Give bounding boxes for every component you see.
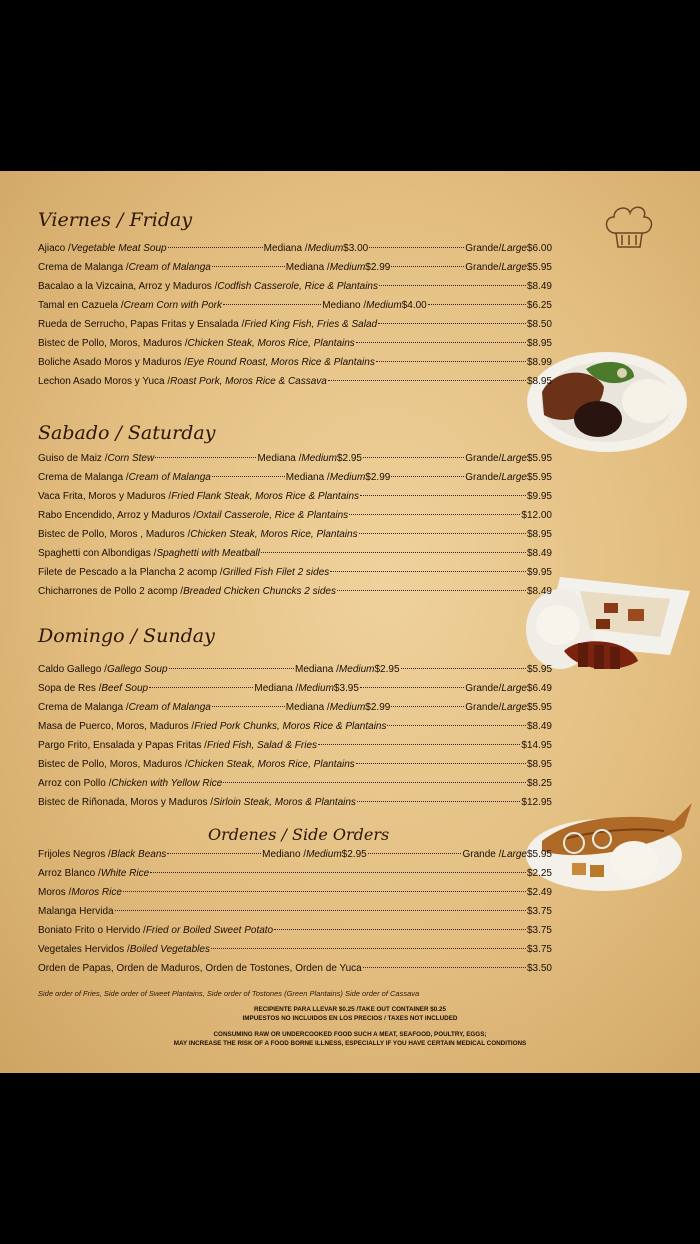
item-price: $5.95 — [526, 664, 553, 675]
item-name-english: Grilled Fish Filet 2 sides — [222, 567, 330, 578]
dot-leader — [360, 495, 526, 496]
dot-leader — [211, 948, 526, 949]
size-large-english: Large — [501, 262, 527, 273]
item-price: $8.25 — [526, 778, 552, 789]
item-price: $8.95 — [526, 376, 552, 387]
dot-leader — [401, 668, 526, 669]
dot-leader — [212, 476, 285, 477]
size-large-label: Grande/ — [465, 683, 502, 694]
item-name: Rueda de Serrucho, Papas Fritas y Ensalada / — [38, 319, 245, 330]
item-name: Caldo Gallego / — [38, 664, 107, 675]
dot-leader — [318, 744, 520, 745]
size-medium-english: Medium — [298, 683, 334, 694]
size-medium-english: Medium — [366, 300, 402, 311]
dot-leader — [328, 380, 526, 381]
size-medium-english: Medium — [329, 262, 366, 273]
dot-leader — [123, 891, 526, 892]
item-price: $8.95 — [526, 338, 552, 349]
item-name: Filete de Pescado a la Plancha 2 acomp / — [38, 567, 223, 578]
menu-item — [38, 586, 552, 604]
dot-leader — [356, 763, 526, 764]
item-name: Lechon Asado Moros y Yuca / — [38, 376, 171, 387]
item-price: $8.99 — [526, 357, 552, 368]
size-medium-label: Mediana / — [285, 472, 330, 483]
menu-item — [38, 567, 552, 585]
item-name: Malanga Hervida — [38, 906, 114, 917]
item-name-english: Fried Pork Chunks, Moros Rice & Plantains — [194, 721, 387, 732]
size-large-label: Grande/ — [465, 453, 502, 464]
dot-leader — [274, 929, 526, 930]
item-name-english: Fried King Fish, Fries & Salad — [244, 319, 378, 330]
item-name: Sopa de Res / — [38, 683, 102, 694]
item-name-english: Fried or Boiled Sweet Potato — [145, 925, 274, 936]
menu-item — [38, 887, 552, 905]
menu-item — [38, 510, 552, 528]
item-name-english: White Rice — [100, 868, 150, 879]
chef-hat-icon — [598, 201, 658, 251]
menu-item — [38, 778, 552, 796]
dot-leader — [363, 457, 464, 458]
item-name-english: Cream of Malanga — [128, 262, 211, 273]
section-title-friday: Viernes / Friday — [38, 209, 193, 231]
item-price: $2.25 — [526, 868, 552, 879]
menu-item — [38, 281, 552, 299]
dot-leader — [155, 457, 256, 458]
dot-leader — [212, 706, 285, 707]
dot-leader — [223, 782, 526, 783]
item-name-english: Moros Rice — [71, 887, 122, 898]
price-medium: $2.99 — [365, 472, 391, 483]
item-name-english: Corn Stew — [107, 453, 155, 464]
size-medium-label: Mediana / — [285, 262, 330, 273]
size-large-english: Large — [501, 849, 527, 860]
dot-leader — [378, 323, 526, 324]
menu-item — [38, 338, 552, 356]
item-price: $3.75 — [526, 906, 552, 917]
side-orders-footnote: Side order of Fries, Side order of Sweet Plantains, Side order of Tostones (Green Plantains) Side order of Cassava — [38, 989, 420, 998]
menu-item — [38, 797, 552, 815]
item-name-english: Chicken Steak, Moros Rice, Plantains — [187, 759, 355, 770]
item-name: Bistec de Pollo, Moros, Maduros / — [38, 759, 188, 770]
size-medium-label: Mediana / — [254, 683, 299, 694]
size-large-label: Grande/ — [465, 702, 502, 713]
size-medium-label: Mediana / — [285, 702, 330, 713]
menu-item — [38, 529, 552, 547]
dot-leader — [212, 266, 285, 267]
notice-illness: MAY INCREASE THE RISK OF A FOOD BORNE ILLNESS, ESPECIALLY IF YOU HAVE CERTAIN MEDICAL CONDITIONS — [173, 1040, 527, 1047]
item-name: Arroz con Pollo / — [38, 778, 112, 789]
dot-leader — [337, 590, 526, 591]
menu-item — [38, 925, 552, 943]
size-large-english: Large — [501, 453, 527, 464]
price-medium: $3.00 — [343, 243, 369, 254]
dot-leader — [169, 668, 294, 669]
price-large: $5.95 — [526, 262, 552, 273]
size-large-english: Large — [501, 683, 527, 694]
size-large-english: Large — [501, 472, 527, 483]
item-price: $3.75 — [526, 925, 552, 936]
price-medium: $2.95 — [336, 453, 362, 464]
item-name: Crema de Malanga / — [38, 702, 129, 713]
section-title-sides: Ordenes / Side Orders — [208, 825, 390, 844]
item-name: Bacalao a la Vizcaina, Arroz y Maduros / — [38, 281, 218, 292]
dot-leader — [368, 853, 462, 854]
menu-item — [38, 262, 552, 280]
menu-page — [0, 171, 700, 1073]
item-name-english: Oxtail Casserole, Rice & Plantains — [195, 510, 349, 521]
item-name-english: Gallego Soup — [106, 664, 168, 675]
item-name-english: Eye Round Roast, Moros Rice & Plantains — [186, 357, 375, 368]
size-medium-label: Mediana / — [295, 664, 339, 675]
item-price: $14.95 — [521, 740, 552, 751]
item-price: $12.95 — [521, 797, 552, 808]
notice-container: RECIPIENTE PARA LLEVAR $0.25 /TAKE OUT CONTAINER $0.25 — [253, 1006, 447, 1013]
item-price: $9.95 — [526, 567, 552, 578]
price-large: $6.00 — [526, 243, 553, 254]
size-medium-label: Mediana / — [257, 453, 302, 464]
item-price: $3.50 — [526, 963, 552, 974]
item-price: $12.00 — [521, 510, 552, 521]
size-large-label: Grande/ — [465, 262, 502, 273]
menu-item — [38, 740, 552, 758]
item-name-english: Chicken with Yellow Rice — [111, 778, 223, 789]
item-name: Chicharrones de Pollo 2 acomp / — [38, 586, 184, 597]
item-name-english: Fried Fish, Salad & Fries — [206, 740, 318, 751]
dot-leader — [356, 342, 526, 343]
dot-leader — [261, 552, 526, 553]
item-name-english: Beef Soup — [101, 683, 149, 694]
item-name: Orden de Papas, Orden de Maduros, Orden de Tostones, Orden de Yuca — [38, 963, 362, 974]
item-name-english: Breaded Chicken Chuncks 2 sides — [183, 586, 336, 597]
price-medium: $4.00 — [401, 300, 427, 311]
item-price: $8.95 — [526, 759, 552, 770]
price-large: $5.95 — [526, 849, 552, 860]
item-price: $2.49 — [526, 887, 552, 898]
dot-leader — [363, 967, 526, 968]
dot-leader — [115, 910, 526, 911]
size-medium-label: Mediano / — [262, 849, 307, 860]
item-price: $8.49 — [526, 281, 552, 292]
price-medium: $2.95 — [374, 664, 400, 675]
item-price: $8.49 — [526, 721, 552, 732]
size-medium-english: Medium — [338, 664, 375, 675]
price-large: $6.49 — [526, 683, 552, 694]
item-name-english: Cream of Malanga — [128, 702, 211, 713]
item-name-english: Chicken Steak, Moros Rice, Plantains — [190, 529, 358, 540]
item-price: $9.95 — [526, 491, 552, 502]
item-name: Tamal en Cazuela / — [38, 300, 124, 311]
price-medium: $2.99 — [365, 702, 391, 713]
dot-leader — [376, 361, 526, 362]
menu-item — [38, 721, 552, 739]
item-price: $8.49 — [526, 548, 552, 559]
menu-item — [38, 243, 552, 261]
item-price: $8.49 — [526, 586, 552, 597]
size-medium-label: Mediano / — [322, 300, 367, 311]
dot-leader — [150, 872, 526, 873]
item-name: Arroz Blanco / — [38, 868, 101, 879]
menu-item — [38, 319, 552, 337]
menu-item — [38, 357, 552, 375]
menu-item — [38, 491, 552, 509]
size-large-english: Large — [501, 243, 527, 254]
section-title-saturday: Sabado / Saturday — [38, 422, 216, 444]
item-name-english: Codfish Casserole, Rice & Plantains — [217, 281, 378, 292]
item-name-english: Black Beans — [110, 849, 167, 860]
size-medium-label: Mediana / — [263, 243, 308, 254]
menu-item — [38, 472, 552, 490]
item-name: Masa de Puerco, Moros, Maduros / — [38, 721, 195, 732]
menu-item — [38, 849, 552, 867]
item-name-english: Cream Corn with Pork — [123, 300, 222, 311]
item-name: Ajiaco / — [38, 243, 71, 254]
dot-leader — [349, 514, 520, 515]
item-name: Rabo Encendido, Arroz y Maduros / — [38, 510, 196, 521]
menu-item — [38, 664, 552, 682]
notice-raw-food: CONSUMING RAW OR UNDERCOOKED FOOD SUCH A MEAT, SEAFOOD, POULTRY, EGGS; — [213, 1031, 487, 1038]
menu-item — [38, 453, 552, 471]
dot-leader — [149, 687, 253, 688]
size-large-english: Large — [501, 702, 527, 713]
size-large-label: Grande/ — [465, 472, 502, 483]
menu-item — [38, 702, 552, 720]
item-price: $8.50 — [526, 319, 552, 330]
notice-taxes: IMPUESTOS NO INCLUIDOS EN LOS PRECIOS / TAXES NOT INCLUDED — [242, 1015, 458, 1022]
menu-item — [38, 963, 552, 981]
item-name: Pargo Frito, Ensalada y Papas Fritas / — [38, 740, 207, 751]
item-name: Crema de Malanga / — [38, 472, 129, 483]
size-medium-english: Medium — [307, 243, 344, 254]
menu-item — [38, 376, 552, 394]
dot-leader — [369, 247, 464, 248]
item-name: Vaca Frita, Moros y Maduros / — [38, 491, 172, 502]
dot-leader — [223, 304, 321, 305]
dot-leader — [391, 706, 464, 707]
item-name: Spaghetti con Albondigas / — [38, 548, 157, 559]
size-medium-english: Medium — [306, 849, 342, 860]
item-name-english: Boiled Vegetables — [129, 944, 210, 955]
item-name: Moros / — [38, 887, 72, 898]
item-name: Vegetales Hervidos / — [38, 944, 130, 955]
item-name: Crema de Malanga / — [38, 262, 129, 273]
item-name-english: Roast Pork, Moros Rice & Cassava — [170, 376, 327, 387]
item-name-english: Chicken Steak, Moros Rice, Plantains — [187, 338, 355, 349]
item-name: Guiso de Maiz / — [38, 453, 108, 464]
menu-item — [38, 906, 552, 924]
size-medium-english: Medium — [329, 702, 366, 713]
dot-leader — [357, 801, 520, 802]
dot-leader — [168, 247, 263, 248]
item-price: $3.75 — [526, 944, 552, 955]
item-name: Boniato Frito o Hervido / — [38, 925, 146, 936]
price-medium: $2.95 — [341, 849, 367, 860]
item-name-english: Fried Flank Steak, Moros Rice & Plantains — [171, 491, 360, 502]
price-medium: $3.95 — [333, 683, 359, 694]
menu-item — [38, 868, 552, 886]
dot-leader — [387, 725, 525, 726]
size-medium-english: Medium — [301, 453, 337, 464]
dot-leader — [359, 533, 526, 534]
item-name: Bistec de Riñonada, Moros y Maduros / — [38, 797, 214, 808]
price-large: $5.95 — [526, 472, 552, 483]
price-medium: $2.99 — [365, 262, 391, 273]
dot-leader — [391, 476, 464, 477]
item-price: $6.25 — [526, 300, 552, 311]
item-name-english: Cream of Malanga — [128, 472, 211, 483]
size-large-label: Grande/ — [465, 243, 502, 254]
menu-item — [38, 548, 552, 566]
dot-leader — [167, 853, 261, 854]
price-large: $5.95 — [526, 702, 552, 713]
item-name: Frijoles Negros / — [38, 849, 111, 860]
item-name: Boliche Asado Moros y Maduros / — [38, 357, 187, 368]
dot-leader — [391, 266, 464, 267]
menu-item — [38, 944, 552, 962]
item-name-english: Sirloin Steak, Moros & Plantains — [213, 797, 356, 808]
menu-item — [38, 300, 552, 318]
dot-leader — [379, 285, 526, 286]
dot-leader — [428, 304, 526, 305]
size-medium-english: Medium — [329, 472, 366, 483]
dot-leader — [330, 571, 526, 572]
item-name-english: Spaghetti with Meatball — [156, 548, 260, 559]
size-large-label: Grande / — [462, 849, 502, 860]
price-large: $5.95 — [526, 453, 553, 464]
item-price: $8.95 — [526, 529, 552, 540]
item-name-english: Vegetable Meat Soup — [70, 243, 167, 254]
dot-leader — [360, 687, 464, 688]
item-name: Bistec de Pollo, Moros, Maduros / — [38, 338, 188, 349]
menu-item — [38, 759, 552, 777]
section-title-sunday: Domingo / Sunday — [38, 625, 215, 647]
item-name: Bistec de Pollo, Moros , Maduros / — [38, 529, 191, 540]
menu-item — [38, 683, 552, 701]
